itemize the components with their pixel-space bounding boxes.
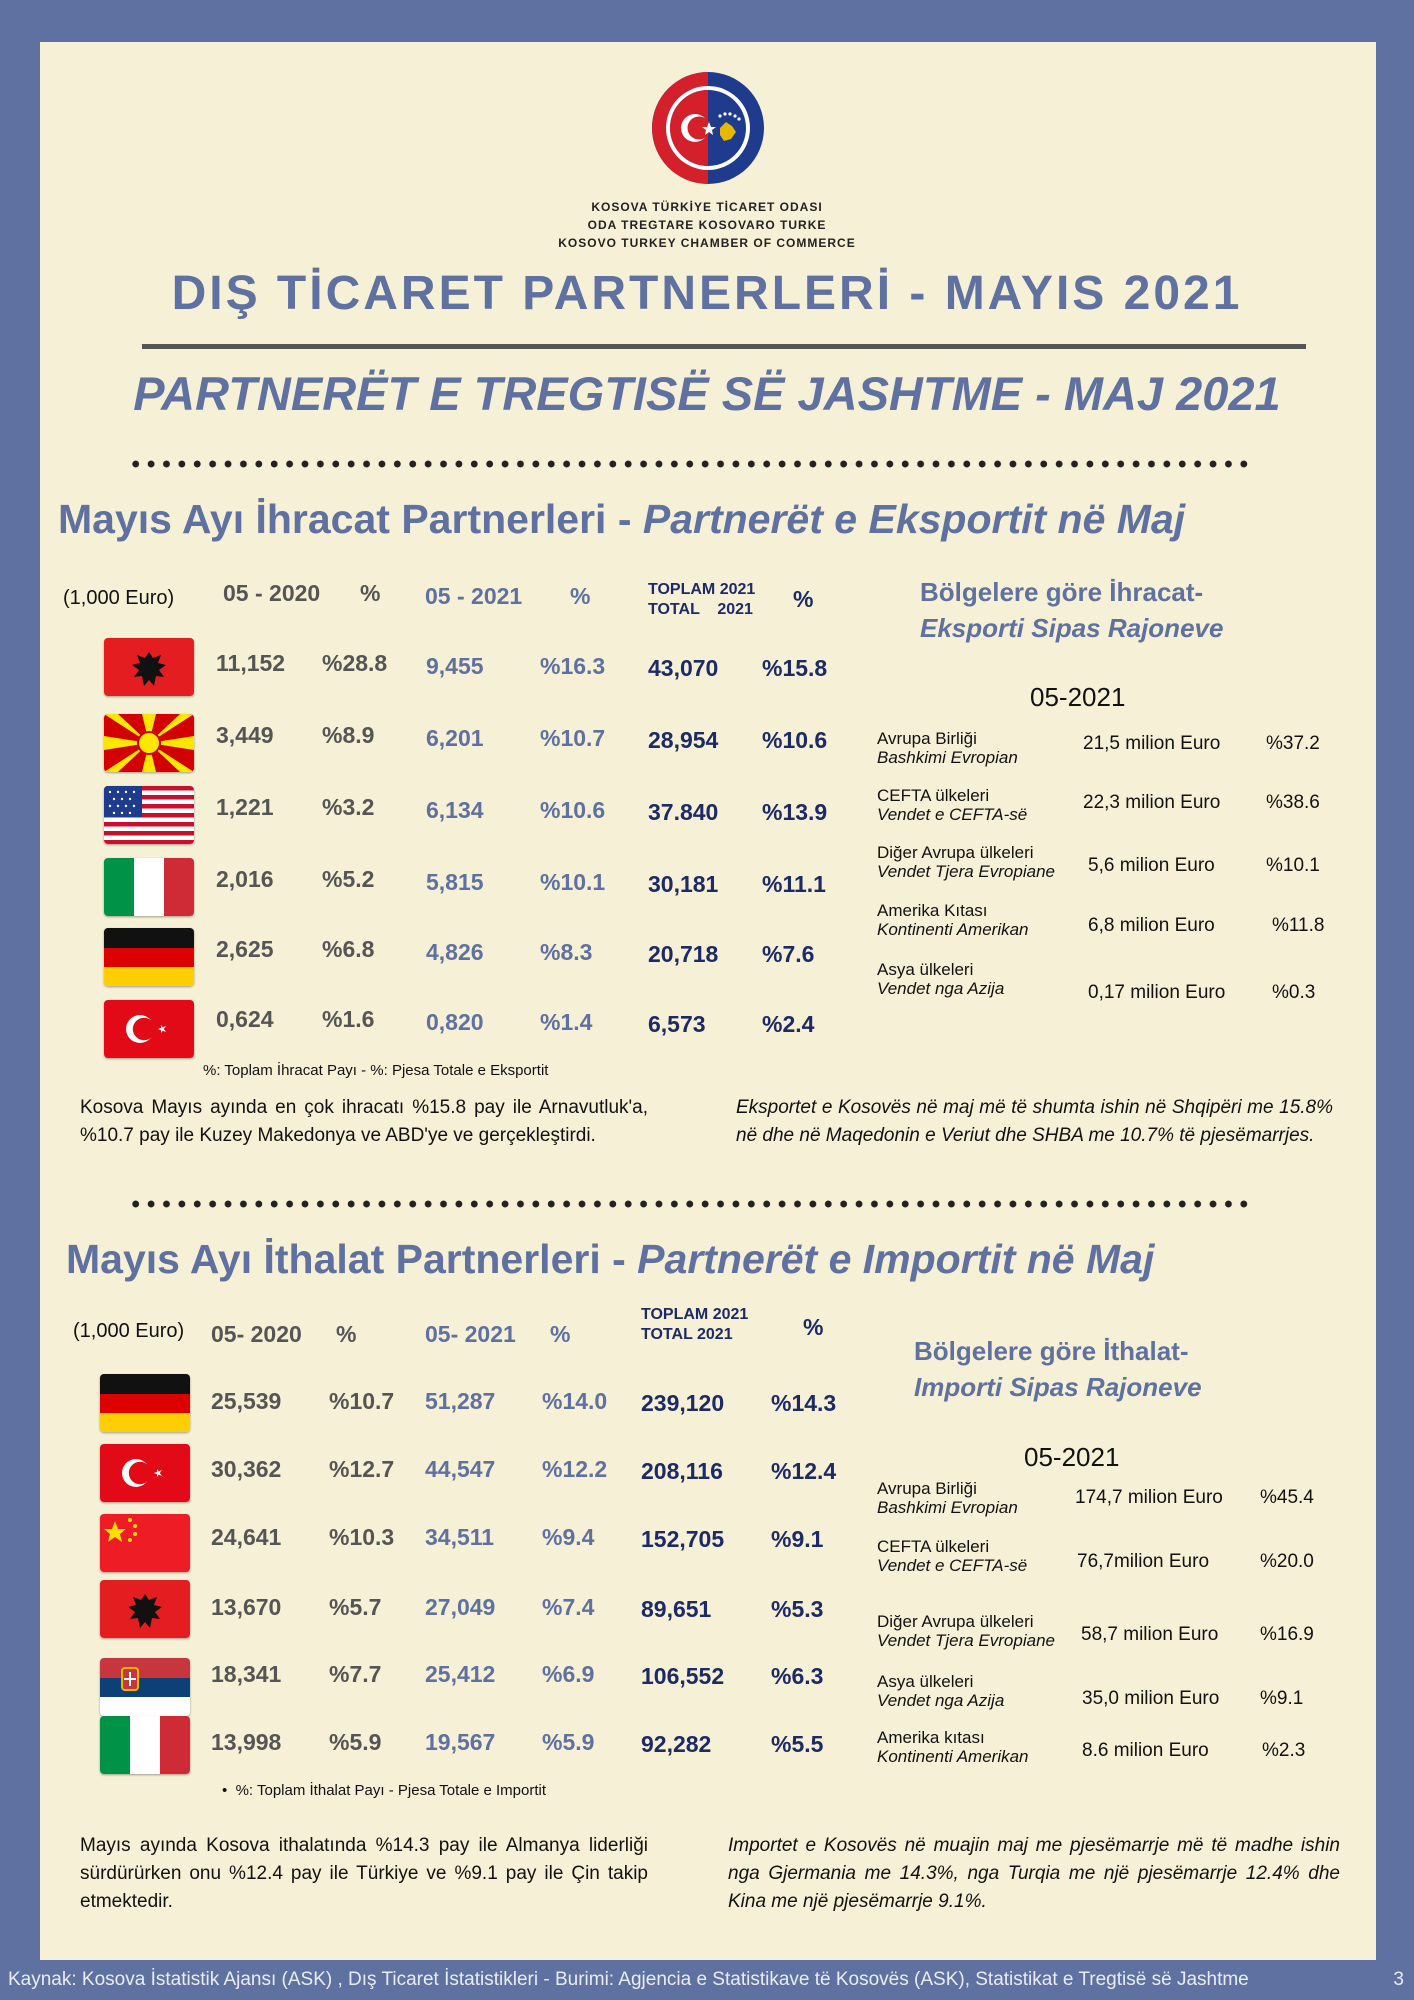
region-value: 22,3 milion Euro [1083,792,1221,813]
exports-cell-v2021: 6,134 [426,797,484,823]
imports-cell-total: 208,116 [641,1458,723,1484]
import-col-2021: 05- 2021 [425,1321,516,1347]
import-region-title [914,1333,1202,1405]
page-title-tr: DIŞ TİCARET PARTNERLERİ - MAYIS 2021 [171,267,1243,320]
exports-cell-p2021: %8.3 [540,939,593,965]
export-section-title-sq: Partnerët e Eksportit në Maj [642,496,1186,542]
region-name-sq: Vendet nga Azija [877,1691,1005,1710]
imports-cell-p2020: %10.7 [329,1388,395,1414]
albania-flag [104,638,194,696]
imports-cell-v2020: 18,341 [211,1661,282,1687]
serbia-flag [100,1658,190,1716]
exports-cell-ptotal: %15.8 [762,655,828,681]
region-pct: %16.9 [1260,1624,1314,1645]
region-name [877,901,1029,939]
imports-cell-p2021: %7.4 [542,1594,595,1620]
export-section-title-tr: Mayıs Ayı İhracat Partnerleri - [58,496,643,542]
page-title-sq: PARTNERËT E TREGTISË SË JASHTME - MAJ 2021 [133,367,1281,420]
import-col-total-pct: % [803,1314,824,1340]
export-col-2021: 05 - 2021 [425,583,523,609]
exports-cell-v2020: 11,152 [216,650,286,676]
region-value: 21,5 milion Euro [1083,733,1221,754]
imports-cell-p2021: %6.9 [542,1661,595,1687]
region-value: 6,8 milion Euro [1088,915,1215,936]
exports-cell-ptotal: %10.6 [762,727,828,753]
region-value: 174,7 milion Euro [1075,1487,1223,1508]
chamber-name-en: KOSOVO TURKEY CHAMBER OF COMMERCE [558,236,856,250]
imports-cell-total: 152,705 [641,1526,725,1552]
exports-cell-p2020: %3.2 [322,794,375,820]
exports-cell-total: 37.840 [648,799,719,825]
chamber-name-tr: KOSOVA TÜRKİYE TİCARET ODASI [591,200,823,214]
import-col-2020: 05- 2020 [211,1321,302,1347]
region-value: 76,7milion Euro [1077,1551,1210,1572]
exports-cell-p2020: %28.8 [322,650,388,676]
region-name-tr: Avrupa Birliği [877,729,977,748]
region-pct: %0.3 [1272,982,1316,1003]
exports-cell-v2020: 2,625 [216,936,274,962]
imports-cell-p2021: %5.9 [542,1729,595,1755]
germany-flag [104,928,194,986]
imports-cell-p2021: %14.0 [542,1388,608,1414]
region-pct: %2.3 [1262,1740,1306,1761]
germany-flag [100,1374,190,1432]
region-name-sq: Vendet Tjera Evropiane [877,1631,1055,1650]
export-region-title-sq: Eksporti Sipas Rajoneve [920,613,1224,643]
imports-cell-v2020: 24,641 [211,1524,282,1550]
region-name [877,1537,1027,1575]
import-col-2020-pct: % [336,1321,357,1347]
import-note-text: %: Toplam İthalat Payı - Pjesa Totale e Importit [235,1782,547,1799]
north-macedonia-flag [104,714,194,772]
imports-cell-v2020: 30,362 [211,1456,282,1482]
region-value: 5,6 milion Euro [1088,855,1215,876]
export-col-total-line1: TOPLAM 2021 [648,581,756,598]
italy-flag [104,858,194,916]
exports-cell-total: 28,954 [648,727,719,753]
exports-cell-p2020: %5.2 [322,866,375,892]
imports-cell-p2020: %12.7 [329,1456,395,1482]
imports-cell-ptotal: %14.3 [771,1390,837,1416]
export-region-title-tr: Bölgelere göre İhracat- [920,577,1204,607]
imports-cell-v2021: 51,287 [425,1388,496,1414]
region-name [877,960,1004,998]
exports-cell-p2021: %10.6 [540,797,606,823]
exports-cell-v2021: 0,820 [426,1009,484,1035]
region-name-tr: CEFTA ülkeleri [877,786,990,805]
exports-cell-v2020: 3,449 [216,722,274,748]
region-pct: %45.4 [1260,1487,1314,1508]
import-section-title-sq: Partnerët e Importit në Maj [637,1236,1155,1282]
import-col-total-line2: TOTAL 2021 [641,1326,733,1343]
import-summary-sq: Importet e Kosovës në muajin maj me pjesëmarrje më të madhe ishin nga Gjermania me 14.3%, nga Turqia me një pjesëmarrje 12.4% dhe Kina me një pjesëmarrje 9.1%. [728,1835,1340,1912]
exports-cell-total: 43,070 [648,655,719,681]
imports-cell-v2021: 27,049 [425,1594,496,1620]
region-name-tr: Avrupa Birliği [877,1479,977,1498]
exports-cell-v2021: 4,826 [426,939,484,965]
import-region-title-sq: Importi Sipas Rajoneve [914,1372,1202,1402]
exports-cell-p2020: %6.8 [322,936,375,962]
region-name-tr: Diğer Avrupa ülkeleri [877,843,1034,862]
region-name-tr: Diğer Avrupa ülkeleri [877,1612,1034,1631]
region-name-sq: Bashkimi Evropian [877,1498,1018,1517]
imports-cell-v2020: 13,670 [211,1594,282,1620]
imports-cell-v2021: 19,567 [425,1729,496,1755]
exports-cell-p2021: %1.4 [540,1009,593,1035]
import-region-title-tr: Bölgelere göre İthalat- [914,1336,1189,1366]
imports-cell-total: 92,282 [641,1731,712,1757]
exports-cell-v2020: 0,624 [216,1006,274,1032]
region-pct: %9.1 [1260,1688,1304,1709]
exports-cell-v2021: 5,815 [426,869,484,895]
export-summary-tr: Kosova Mayıs ayında en çok ihracatı %15.8 pay ile Arnavutluk'a, %10.7 pay ile Kuzey Makedonya ve ABD'ye ve gerçekleştirdi. [80,1097,648,1146]
region-name [877,1728,1029,1766]
exports-cell-p2020: %1.6 [322,1006,375,1032]
export-col-2020: 05 - 2020 [223,580,321,606]
import-col-total [641,1305,748,1345]
imports-cell-p2021: %12.2 [542,1456,608,1482]
exports-cell-p2021: %16.3 [540,653,606,679]
region-name [877,1479,1018,1517]
imports-cell-v2020: 13,998 [211,1729,282,1755]
imports-cell-v2020: 25,539 [211,1388,282,1414]
imports-cell-p2021: %9.4 [542,1524,595,1550]
exports-cell-p2021: %10.1 [540,869,606,895]
chamber-name-sq: ODA TREGTARE KOSOVARO TURKE [587,218,827,232]
region-name-sq: Vendet e CEFTA-së [877,1556,1028,1575]
region-value: 8.6 milion Euro [1082,1740,1209,1761]
region-name-sq: Vendet nga Azija [877,979,1005,998]
exports-cell-v2021: 9,455 [426,653,484,679]
turkey-flag [100,1444,190,1502]
region-name-tr: Amerika Kıtası [877,901,988,920]
export-region-title [920,574,1223,646]
region-name-sq: Vendet Tjera Evropiane [877,862,1055,881]
export-col-2021-pct: % [570,583,591,609]
region-name-tr: Asya ülkeleri [877,1672,974,1691]
imports-cell-v2021: 25,412 [425,1661,496,1687]
dotted-divider [128,459,1248,469]
region-name-sq: Kontinenti Amerikan [877,1747,1029,1766]
exports-cell-p2020: %8.9 [322,722,375,748]
region-pct: %37.2 [1266,733,1320,754]
exports-cell-v2020: 2,016 [216,866,274,892]
footer-source: Kaynak: Kosova İstatistik Ajansı (ASK) , Dış Ticaret İstatistikleri - Burimi: Agjencia e Statistikave të Kosovës (ASK), Statistikat e Tregtisë së Jashtme [8,1969,1249,1990]
region-name [877,729,1018,767]
page-number: 3 [1393,1969,1404,1990]
exports-cell-total: 20,718 [648,941,719,967]
imports-cell-ptotal: %5.5 [771,1731,824,1757]
region-name [877,1612,1055,1650]
region-name-tr: Asya ülkeleri [877,960,974,979]
exports-cell-total: 30,181 [648,871,719,897]
imports-cell-ptotal: %6.3 [771,1663,824,1689]
import-region-date: 05-2021 [1024,1442,1120,1472]
dotted-divider [128,1199,1248,1209]
exports-cell-p2021: %10.7 [540,725,606,751]
region-pct: %11.8 [1272,915,1325,936]
turkey-flag [104,1000,194,1058]
region-value: 58,7 milion Euro [1081,1624,1219,1645]
export-col-2020-pct: % [360,580,381,606]
import-section-title-tr: Mayıs Ayı İthalat Partnerleri - [66,1236,638,1282]
region-name-tr: Amerika kıtası [877,1728,985,1747]
imports-cell-total: 89,651 [641,1596,712,1622]
chamber-logo [650,70,766,186]
region-name-sq: Vendet e CEFTA-së [877,805,1028,824]
imports-cell-ptotal: %5.3 [771,1596,824,1622]
imports-cell-p2020: %7.7 [329,1661,382,1687]
imports-cell-v2021: 34,511 [425,1524,495,1550]
export-col-total-line2: TOTAL 2021 [648,601,753,618]
imports-cell-ptotal: %12.4 [771,1458,837,1484]
exports-cell-total: 6,573 [648,1011,706,1037]
imports-cell-v2021: 44,547 [425,1456,496,1482]
region-pct: %20.0 [1260,1551,1314,1572]
italy-flag [100,1716,190,1774]
imports-cell-total: 239,120 [641,1390,725,1416]
imports-cell-p2020: %10.3 [329,1524,395,1550]
export-unit-label: (1,000 Euro) [63,587,175,609]
imports-cell-total: 106,552 [641,1663,725,1689]
imports-cell-ptotal: %9.1 [771,1526,824,1552]
exports-cell-ptotal: %2.4 [762,1011,815,1037]
imports-cell-p2020: %5.7 [329,1594,382,1620]
export-region-date: 05-2021 [1030,682,1126,712]
export-note: %: Toplam İhracat Payı - %: Pjesa Totale e Eksportit [203,1062,549,1079]
region-pct: %10.1 [1266,855,1320,876]
exports-cell-ptotal: %13.9 [762,799,828,825]
export-section-title [58,496,1185,543]
exports-cell-ptotal: %7.6 [762,941,815,967]
region-name [877,1672,1004,1710]
import-col-total-line1: TOPLAM 2021 [641,1306,749,1323]
exports-cell-v2021: 6,201 [426,725,484,751]
exports-cell-ptotal: %11.1 [762,871,826,897]
region-value: 0,17 milion Euro [1088,982,1226,1003]
region-name-sq: Kontinenti Amerikan [877,920,1029,939]
region-name-tr: CEFTA ülkeleri [877,1537,990,1556]
export-col-total-pct: % [793,586,814,612]
import-col-2021-pct: % [550,1321,571,1347]
import-summary-tr: Mayıs ayında Kosova ithalatında %14.3 pay ile Almanya liderliği sürdürürken onu %12.4 pay ile Türkiye ve %9.1 pay ile Çin takip etmektedir. [80,1835,648,1912]
region-value: 35,0 milion Euro [1082,1688,1220,1709]
region-name [877,843,1055,881]
usa-flag [104,786,194,844]
region-pct: %38.6 [1266,792,1320,813]
imports-cell-p2020: %5.9 [329,1729,382,1755]
export-col-total [648,580,755,620]
export-summary-sq: Eksportet e Kosovës në maj më të shumta ishin në Shqipëri me 15.8% në dhe në Maqedonin e Veriut dhe SHBA me 10.7% të pjesëmarrjes. [736,1097,1333,1146]
region-name-sq: Bashkimi Evropian [877,748,1018,767]
region-name [877,786,1027,824]
exports-cell-v2020: 1,221 [216,794,274,820]
china-flag [100,1514,190,1572]
title-divider [142,344,1306,349]
import-unit-label: (1,000 Euro) [73,1320,185,1342]
albania-flag [100,1580,190,1638]
footer [0,1960,1414,2000]
import-section-title [66,1236,1154,1283]
import-note [222,1782,546,1799]
bullet-icon: • [222,1782,236,1799]
